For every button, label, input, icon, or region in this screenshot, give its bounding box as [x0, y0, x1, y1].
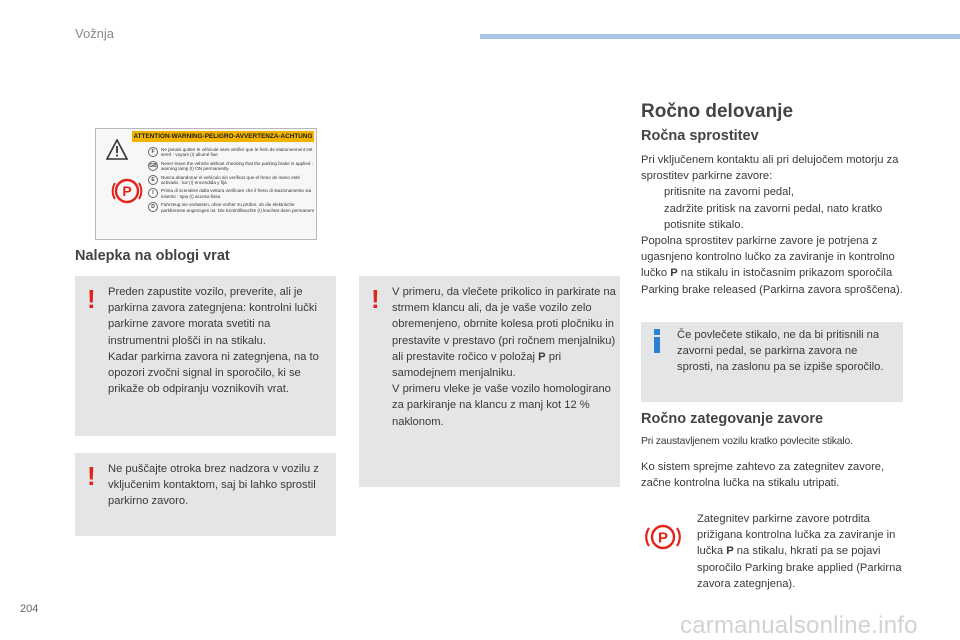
sticker-line: F Ne jamais quitter le véhicule sans vérifier que le frein de stationnement est serré : voyant (!) allumé fixe: [148, 147, 314, 158]
info-icon: [653, 329, 661, 353]
warning-text: Ne puščajte otroka brez nadzora v vozilu z vključenim kontaktom, saj bi lahko sprostil parkirno zavoro.: [108, 463, 319, 508]
warning-triangle-icon: [106, 139, 128, 161]
manual-release-title: Ročna sprostitev: [641, 128, 759, 144]
header-accent-bar: [480, 34, 960, 39]
door-sticker-image: [95, 128, 317, 240]
list-item: pritisnite na zavorni pedal,: [664, 186, 794, 199]
sticker-line: I Prima di scendere dalla vettura verificare che il freno di stazionamento sia inserito : spia (!) accesa fissa: [148, 188, 314, 199]
parking-brake-icon: [643, 520, 683, 554]
warning-text: V primeru, da vlečete prikolico in parkirate na strmem klancu ali, da je vaše vozilo zelo obremenjeno, obrnite kolesa proti pločniku in prestavite v prestavo (pri ročnem menjalniku) ali prestavite ročico v položaj P pri samodejnem menjalniku. V primeru vleke je vaše vozilo homologirano za parkiranje na klancu z manj kot 12 % naklonom.: [392, 286, 616, 428]
sticker-line: GB Never leave the vehicle without checking that the parking brake is applied : warning lamp (!) ON permanently: [149, 160, 313, 172]
sticker-text-list: [148, 147, 314, 216]
page-number: 204: [20, 603, 39, 615]
warning-box-child: [75, 453, 336, 536]
sticker-section-title: Nalepka na oblogi vrat: [75, 248, 230, 264]
svg-text:P: P: [657, 529, 669, 547]
release-intro: Pri vključenem kontaktu ali pri delujočem motorju za sprostitev parkirne zavore:: [641, 154, 899, 183]
sticker-line: E Nunca abandonar el vehículo sin verificar que el freno de mano esté activado : luz (!) encendida y fija: [148, 175, 314, 186]
manual-operation-title: Ročno delovanje: [641, 101, 794, 122]
apply-confirmation: Zategnitev parkirne zavore potrdita prižigana kontrolna lučka za zaviranje in lučka P na stikalu, hkrati pa se pojavi sporočilo Parking brake applied (Parkirna zavora zategnjena).: [697, 513, 902, 590]
parking-brake-icon: [110, 174, 144, 208]
svg-text:P: P: [122, 183, 132, 199]
sticker-line: D Fahrzeug nie verlassen, ohne vorher zu prüfen, ob die elektrische parkbremse angezogen ist. Die Kontrollleuchte (!) leuchtet dann permanent: [148, 202, 314, 213]
warning-exclamation-icon: !: [87, 284, 96, 314]
list-item: zadržite pritisk na zavorni pedal, nato kratko potisnite stikalo.: [664, 202, 883, 231]
apply-text: Ko sistem sprejme zahtevo za zategnitev zavore, začne kontrolna lučka na stikalu utripati.: [641, 461, 885, 490]
sticker-banner: ATTENTION-WARNING-PELIGRO-AVVERTENZA-ACHTUNG: [133, 133, 313, 140]
warning-exclamation-icon: !: [87, 461, 96, 491]
info-text: Če povlečete stikalo, ne da bi pritisnili na zavorni pedal, se parkirna zavora ne sprosti, na zaslonu pa se izpiše sporočilo.: [677, 329, 884, 374]
warning-text: Preden zapustite vozilo, preverite, ali je parkirna zavora zategnjena: kontrolni lučki parkirne zavore morata svetiti na instrumentni plošči in na stikalu. Kadar parkirna zavora ni zategnjena, na to opozori zvočni signal in sporočilo, ki se prikaže ob odpiranju voznikovih vrat.: [108, 286, 319, 396]
warning-exclamation-icon: !: [371, 284, 380, 314]
apply-intro: Pri zaustavljenem vozilu kratko povlecite stikalo.: [641, 436, 853, 447]
release-instructions: [641, 152, 903, 298]
manual-apply-title: Ročno zategovanje zavore: [641, 411, 824, 427]
release-confirmation: Popolna sprostitev parkirne zavore je potrjena z ugasnjeno kontrolno lučko za zaviranje in kontrolno lučko P na stikalu in istočasnim prikazom sporočila Parking brake released (Parkirna zavora sproščena).: [641, 235, 903, 296]
section-label: Vožnja: [75, 26, 115, 41]
warning-box-towing: [359, 276, 620, 487]
watermark: carmanualsonline.info: [680, 612, 918, 639]
warning-box-leave-vehicle: [75, 276, 336, 436]
info-box: [641, 322, 903, 402]
